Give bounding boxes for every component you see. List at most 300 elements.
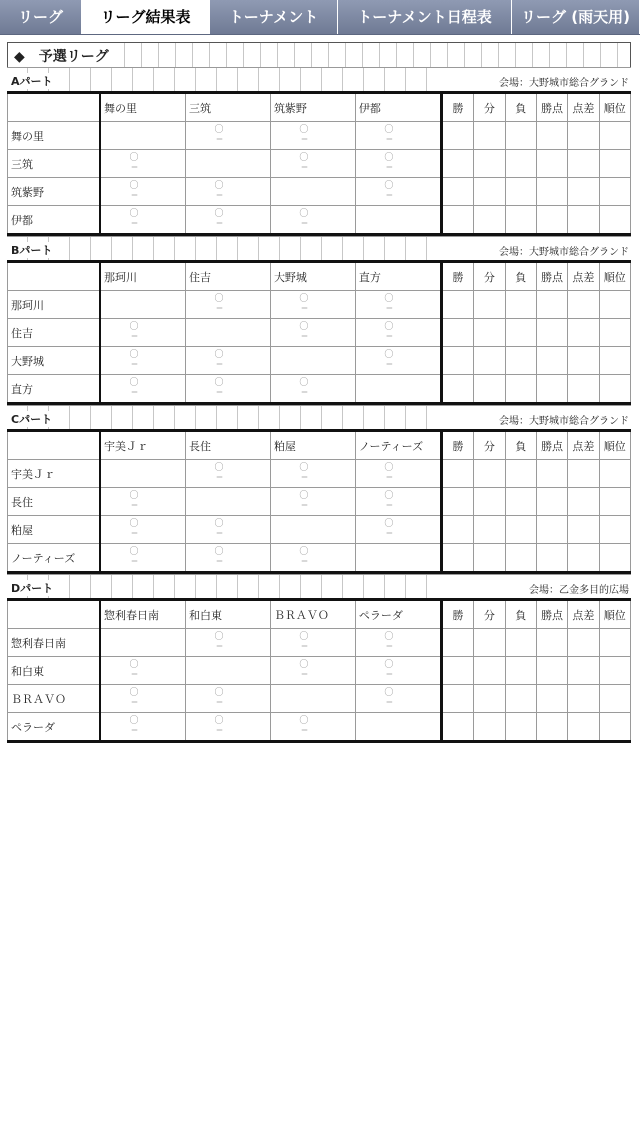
stat-cell[interactable]: [568, 544, 599, 573]
stat-cell[interactable]: [474, 178, 505, 206]
stat-cell[interactable]: [441, 685, 473, 713]
stat-header: 点差: [568, 601, 599, 629]
stat-header: 勝点: [536, 263, 567, 291]
tab-tournament-schedule[interactable]: トーナメント日程表: [338, 0, 512, 34]
team-name: 大野城: [8, 347, 101, 375]
match-result-cell[interactable]: [100, 713, 185, 742]
match-result-cell[interactable]: [270, 122, 355, 150]
stat-cell[interactable]: [474, 713, 505, 742]
self-match-cell: [100, 629, 185, 657]
stat-cell[interactable]: [599, 122, 630, 150]
match-result-cell[interactable]: [270, 291, 355, 319]
stat-header: 勝点: [536, 94, 567, 122]
equal-icon: ＝: [300, 163, 308, 172]
result-mark: [384, 181, 394, 201]
equal-icon: ＝: [385, 163, 393, 172]
opponent-header: 宇美Ｊｒ: [100, 432, 185, 460]
result-mark: [299, 463, 309, 483]
equal-icon: ＝: [385, 642, 393, 651]
circle-icon: 〇: [214, 209, 224, 219]
result-mark: [129, 716, 139, 736]
stat-cell[interactable]: [505, 657, 536, 685]
league-parts: [7, 67, 631, 743]
stat-cell[interactable]: [599, 150, 630, 178]
circle-icon: 〇: [299, 378, 309, 388]
tab-league[interactable]: リーグ: [0, 0, 82, 34]
stat-cell[interactable]: [505, 291, 536, 319]
circle-icon: 〇: [214, 125, 224, 135]
match-result-cell[interactable]: [100, 657, 185, 685]
match-result-cell[interactable]: [270, 460, 355, 488]
result-mark: [299, 547, 309, 567]
match-result-cell[interactable]: [100, 319, 185, 347]
stat-cell[interactable]: [441, 206, 473, 235]
stat-cell[interactable]: [599, 206, 630, 235]
equal-icon: ＝: [300, 557, 308, 566]
match-result-cell[interactable]: [270, 206, 355, 235]
match-result-cell[interactable]: [355, 460, 441, 488]
table-row: [8, 319, 631, 347]
stat-cell[interactable]: [568, 460, 599, 488]
circle-icon: 〇: [129, 688, 139, 698]
stat-cell[interactable]: [568, 685, 599, 713]
stat-cell[interactable]: [505, 122, 536, 150]
match-result-cell[interactable]: [270, 544, 355, 573]
equal-icon: ＝: [130, 529, 138, 538]
result-mark: [129, 547, 139, 567]
stat-cell[interactable]: [441, 319, 473, 347]
stat-cell[interactable]: [474, 375, 505, 404]
team-name: 三筑: [8, 150, 101, 178]
stat-cell[interactable]: [505, 375, 536, 404]
circle-icon: 〇: [384, 181, 394, 191]
circle-icon: 〇: [384, 350, 394, 360]
stat-cell[interactable]: [474, 685, 505, 713]
stat-cell[interactable]: [505, 516, 536, 544]
equal-icon: ＝: [215, 529, 223, 538]
circle-icon: 〇: [299, 322, 309, 332]
result-mark: [384, 350, 394, 370]
stat-header: 勝: [441, 601, 473, 629]
stat-cell[interactable]: [441, 150, 473, 178]
circle-icon: 〇: [129, 378, 139, 388]
stat-header: 分: [474, 94, 505, 122]
stat-cell[interactable]: [599, 713, 630, 742]
stat-cell[interactable]: [599, 516, 630, 544]
stat-cell[interactable]: [599, 347, 630, 375]
match-result-cell[interactable]: [100, 206, 185, 235]
stat-cell[interactable]: [441, 347, 473, 375]
stat-cell[interactable]: [441, 657, 473, 685]
result-mark: [214, 181, 224, 201]
stat-cell[interactable]: [474, 629, 505, 657]
table-row: [8, 488, 631, 516]
match-result-cell[interactable]: [100, 347, 185, 375]
stat-cell[interactable]: [536, 460, 567, 488]
circle-icon: 〇: [299, 491, 309, 501]
equal-icon: ＝: [215, 191, 223, 200]
match-result-cell[interactable]: [355, 150, 441, 178]
table-row: [8, 206, 631, 235]
circle-icon: 〇: [129, 491, 139, 501]
table-row: [8, 685, 631, 713]
equal-icon: ＝: [385, 501, 393, 510]
stat-header: 順位: [599, 432, 630, 460]
stat-cell[interactable]: [505, 544, 536, 573]
match-result-cell[interactable]: [185, 291, 270, 319]
circle-icon: 〇: [299, 660, 309, 670]
match-result-cell[interactable]: [355, 347, 441, 375]
stat-cell[interactable]: [568, 629, 599, 657]
venue-label: 会場：大野城市総合グランド: [495, 74, 629, 89]
stat-cell[interactable]: [599, 544, 630, 573]
match-result-cell[interactable]: [100, 488, 185, 516]
part-label: Dパート: [11, 582, 54, 595]
stat-cell[interactable]: [505, 319, 536, 347]
circle-icon: 〇: [214, 547, 224, 557]
circle-icon: 〇: [299, 209, 309, 219]
part-header: [7, 574, 631, 601]
self-match-cell: [355, 375, 441, 404]
stat-header: 負: [505, 601, 536, 629]
match-result-cell[interactable]: [270, 488, 355, 516]
match-result-cell[interactable]: [185, 178, 270, 206]
stat-cell[interactable]: [474, 488, 505, 516]
match-result-cell[interactable]: [355, 657, 441, 685]
circle-icon: 〇: [129, 322, 139, 332]
opponent-header: ＢＲＡＶＯ: [270, 601, 355, 629]
result-mark: [384, 519, 394, 539]
stat-cell[interactable]: [536, 178, 567, 206]
result-mark: [384, 688, 394, 708]
match-result-cell[interactable]: [270, 150, 355, 178]
self-match-cell: [100, 291, 185, 319]
circle-icon: 〇: [129, 716, 139, 726]
part-header: [7, 405, 631, 432]
team-name: ペラーダ: [8, 713, 101, 742]
opponent-header: 和白東: [185, 601, 270, 629]
league-table: [7, 263, 631, 405]
match-result-cell[interactable]: [355, 629, 441, 657]
stat-cell[interactable]: [474, 150, 505, 178]
match-result-cell[interactable]: [270, 319, 355, 347]
equal-icon: ＝: [385, 529, 393, 538]
match-result-cell[interactable]: [185, 544, 270, 573]
venue-label: 会場：大野城市総合グランド: [495, 412, 629, 427]
team-name: 長住: [8, 488, 101, 516]
result-mark: [129, 519, 139, 539]
stat-cell[interactable]: [536, 122, 567, 150]
self-match-cell: [355, 206, 441, 235]
circle-icon: 〇: [299, 716, 309, 726]
table-row: [8, 544, 631, 573]
result-mark: [384, 322, 394, 342]
match-result-cell[interactable]: [100, 178, 185, 206]
stat-cell[interactable]: [474, 544, 505, 573]
team-name: 舞の里: [8, 122, 101, 150]
stat-cell[interactable]: [474, 122, 505, 150]
stat-cell[interactable]: [441, 488, 473, 516]
team-name: 宇美Ｊｒ: [8, 460, 101, 488]
circle-icon: 〇: [299, 547, 309, 557]
match-result-cell[interactable]: [185, 516, 270, 544]
equal-icon: ＝: [385, 304, 393, 313]
circle-icon: 〇: [214, 688, 224, 698]
stat-cell[interactable]: [505, 713, 536, 742]
stat-cell[interactable]: [568, 319, 599, 347]
stat-cell[interactable]: [505, 178, 536, 206]
stat-cell[interactable]: [568, 150, 599, 178]
match-result-cell[interactable]: [270, 629, 355, 657]
result-mark: [214, 378, 224, 398]
stat-cell[interactable]: [568, 291, 599, 319]
stat-cell[interactable]: [568, 713, 599, 742]
self-match-cell: [185, 319, 270, 347]
stat-cell[interactable]: [505, 685, 536, 713]
stat-cell[interactable]: [536, 319, 567, 347]
stat-cell[interactable]: [474, 291, 505, 319]
result-mark: [299, 209, 309, 229]
equal-icon: ＝: [130, 332, 138, 341]
match-result-cell[interactable]: [100, 544, 185, 573]
circle-icon: 〇: [129, 181, 139, 191]
stat-cell[interactable]: [568, 375, 599, 404]
stat-cell[interactable]: [441, 375, 473, 404]
equal-icon: ＝: [300, 135, 308, 144]
equal-icon: ＝: [215, 557, 223, 566]
result-mark: [384, 294, 394, 314]
stat-cell[interactable]: [474, 206, 505, 235]
result-mark: [129, 688, 139, 708]
stat-cell[interactable]: [599, 657, 630, 685]
result-mark: [214, 716, 224, 736]
match-result-cell[interactable]: [270, 657, 355, 685]
stat-cell[interactable]: [536, 291, 567, 319]
result-mark: [214, 519, 224, 539]
match-result-cell[interactable]: [100, 516, 185, 544]
table-row: [8, 713, 631, 742]
equal-icon: ＝: [215, 304, 223, 313]
team-name: ノーティーズ: [8, 544, 101, 573]
stat-cell[interactable]: [441, 178, 473, 206]
stat-cell[interactable]: [599, 685, 630, 713]
stat-cell[interactable]: [599, 291, 630, 319]
circle-icon: 〇: [129, 153, 139, 163]
match-result-cell[interactable]: [185, 713, 270, 742]
opponent-header: 三筑: [185, 94, 270, 122]
match-result-cell[interactable]: [355, 685, 441, 713]
stat-cell[interactable]: [505, 150, 536, 178]
match-result-cell[interactable]: [355, 516, 441, 544]
stat-cell[interactable]: [441, 629, 473, 657]
stat-cell[interactable]: [505, 460, 536, 488]
result-mark: [214, 350, 224, 370]
result-mark: [299, 632, 309, 652]
stat-cell[interactable]: [568, 178, 599, 206]
result-mark: [129, 491, 139, 511]
circle-icon: 〇: [129, 547, 139, 557]
circle-icon: 〇: [384, 294, 394, 304]
match-result-cell[interactable]: [185, 685, 270, 713]
match-result-cell[interactable]: [185, 460, 270, 488]
equal-icon: ＝: [300, 501, 308, 510]
stat-cell[interactable]: [568, 657, 599, 685]
stat-cell[interactable]: [536, 629, 567, 657]
self-match-cell: [270, 347, 355, 375]
match-result-cell[interactable]: [100, 150, 185, 178]
stat-cell[interactable]: [568, 347, 599, 375]
result-mark: [299, 294, 309, 314]
equal-icon: ＝: [300, 388, 308, 397]
stat-cell[interactable]: [536, 713, 567, 742]
match-result-cell[interactable]: [270, 375, 355, 404]
result-mark: [214, 209, 224, 229]
match-result-cell[interactable]: [355, 291, 441, 319]
league-table: [7, 94, 631, 236]
stat-cell[interactable]: [441, 516, 473, 544]
stat-cell[interactable]: [536, 544, 567, 573]
part-label: Bパート: [11, 244, 53, 257]
equal-icon: ＝: [385, 332, 393, 341]
result-mark: [129, 350, 139, 370]
circle-icon: 〇: [214, 294, 224, 304]
equal-icon: ＝: [215, 726, 223, 735]
stat-cell[interactable]: [474, 347, 505, 375]
match-result-cell[interactable]: [185, 122, 270, 150]
corner-cell: [8, 601, 101, 629]
match-result-cell[interactable]: [185, 206, 270, 235]
stat-header: 分: [474, 432, 505, 460]
equal-icon: ＝: [130, 219, 138, 228]
stat-cell[interactable]: [536, 657, 567, 685]
stat-cell[interactable]: [568, 206, 599, 235]
match-result-cell[interactable]: [185, 375, 270, 404]
tab-league-results[interactable]: リーグ結果表: [82, 0, 210, 34]
stat-cell[interactable]: [568, 122, 599, 150]
stat-cell[interactable]: [505, 488, 536, 516]
stat-header: 勝点: [536, 601, 567, 629]
opponent-header: 直方: [355, 263, 441, 291]
results-content: [7, 42, 631, 743]
stat-cell[interactable]: [599, 178, 630, 206]
equal-icon: ＝: [130, 163, 138, 172]
team-name: 筑紫野: [8, 178, 101, 206]
circle-icon: 〇: [299, 632, 309, 642]
circle-icon: 〇: [384, 125, 394, 135]
stat-cell[interactable]: [441, 544, 473, 573]
stat-cell[interactable]: [599, 488, 630, 516]
result-mark: [129, 322, 139, 342]
stat-cell[interactable]: [474, 516, 505, 544]
stat-cell[interactable]: [536, 347, 567, 375]
corner-cell: [8, 94, 101, 122]
result-mark: [214, 125, 224, 145]
equal-icon: ＝: [130, 501, 138, 510]
section-title-row: [7, 42, 631, 67]
part-label: Aパート: [11, 75, 53, 88]
equal-icon: ＝: [300, 670, 308, 679]
stat-cell[interactable]: [536, 685, 567, 713]
match-result-cell[interactable]: [185, 629, 270, 657]
team-name: 那珂川: [8, 291, 101, 319]
equal-icon: ＝: [385, 191, 393, 200]
match-result-cell[interactable]: [355, 319, 441, 347]
table-row: [8, 347, 631, 375]
stat-cell[interactable]: [536, 206, 567, 235]
self-match-cell: [185, 150, 270, 178]
circle-icon: 〇: [299, 153, 309, 163]
table-header-row: [8, 432, 631, 460]
tab-tournament[interactable]: トーナメント: [210, 0, 338, 34]
table-row: [8, 460, 631, 488]
stat-cell[interactable]: [505, 206, 536, 235]
team-name: 惣利春日南: [8, 629, 101, 657]
match-result-cell[interactable]: [185, 347, 270, 375]
match-result-cell[interactable]: [100, 685, 185, 713]
circle-icon: 〇: [299, 125, 309, 135]
stat-cell[interactable]: [474, 319, 505, 347]
stat-cell[interactable]: [441, 713, 473, 742]
stat-cell[interactable]: [441, 460, 473, 488]
result-mark: [384, 491, 394, 511]
part-header: [7, 236, 631, 263]
match-result-cell[interactable]: [270, 713, 355, 742]
result-mark: [299, 322, 309, 342]
circle-icon: 〇: [214, 350, 224, 360]
match-result-cell[interactable]: [355, 488, 441, 516]
circle-icon: 〇: [214, 463, 224, 473]
result-mark: [384, 660, 394, 680]
stat-cell[interactable]: [599, 460, 630, 488]
stat-cell[interactable]: [505, 347, 536, 375]
stat-cell[interactable]: [474, 657, 505, 685]
result-mark: [129, 378, 139, 398]
stat-cell[interactable]: [568, 516, 599, 544]
table-row: [8, 150, 631, 178]
stat-cell[interactable]: [599, 629, 630, 657]
tab-league-rain[interactable]: リーグ (雨天用): [512, 0, 640, 34]
equal-icon: ＝: [130, 670, 138, 679]
circle-icon: 〇: [384, 153, 394, 163]
stat-cell[interactable]: [568, 488, 599, 516]
circle-icon: 〇: [214, 181, 224, 191]
team-name: 和白東: [8, 657, 101, 685]
table-header-row: [8, 94, 631, 122]
stat-cell[interactable]: [536, 516, 567, 544]
match-result-cell[interactable]: [100, 375, 185, 404]
match-result-cell[interactable]: [355, 178, 441, 206]
match-result-cell[interactable]: [355, 122, 441, 150]
stat-cell[interactable]: [599, 319, 630, 347]
result-mark: [299, 660, 309, 680]
stat-cell[interactable]: [536, 375, 567, 404]
result-mark: [384, 153, 394, 173]
equal-icon: ＝: [385, 135, 393, 144]
result-mark: [299, 378, 309, 398]
equal-icon: ＝: [385, 473, 393, 482]
stat-cell[interactable]: [536, 150, 567, 178]
stat-header: 順位: [599, 94, 630, 122]
stat-cell[interactable]: [599, 375, 630, 404]
stat-cell[interactable]: [505, 629, 536, 657]
result-mark: [299, 125, 309, 145]
circle-icon: 〇: [214, 716, 224, 726]
table-row: [8, 657, 631, 685]
stat-cell[interactable]: [441, 122, 473, 150]
stat-cell[interactable]: [441, 291, 473, 319]
stat-cell[interactable]: [474, 460, 505, 488]
stat-cell[interactable]: [536, 488, 567, 516]
